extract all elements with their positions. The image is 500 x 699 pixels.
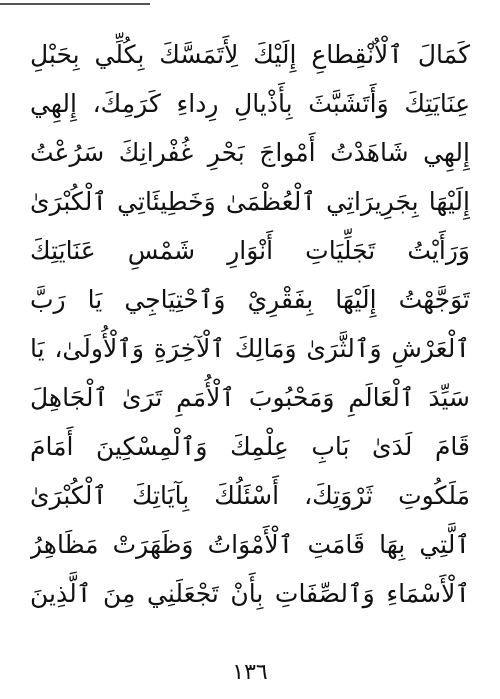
text-line-1: كَمَالَ ٱلْاٌنْقِطاعِ إِلَيْكَ لِأَتَمَسَّكَ بِكُلِّي بِحَبْلِ [30,40,470,69]
text-line-4: إِلَيْهَا بِجَرِيرَاتِي ٱلْعُظْمَىٰ وَخَطِيئَاتِي ٱلْكُبْرَىٰ [30,187,470,216]
text-line-7: ٱلْعَرْشِ وَٱلثَّرَىٰ وَمَالِكَ ٱلْآخِرَةِ وَٱلْأُولَىٰ، يَا [30,334,470,363]
text-line-2: عِنَايَتِكَ وَأَتَشَبَّثَ بِأَذْيالِ رِداءِ كَرَمِكَ، إِلهِي [30,89,470,118]
page-number: ١٣٦ [232,660,268,685]
text-line-6: تَوَجَّهْتُ إِلَيْهَا بِفَقْرِيْ وَٱحْتِيَاجِي يَا رَبَّ [30,285,470,314]
text-line-12: ٱلْأَسْمَاءِ وَٱلصِّفَاتِ بِأَنْ تَجْعَلَنِي مِنَ ٱلَّذِينَ [30,579,470,608]
text-line-10: مَلَكُوتِ ثَرْوَتِكَ، أَسْئَلُكَ بِآيَاتِكَ ٱلْكُبْرَىٰ [30,481,470,510]
text-line-3: إِلهِي شَاهَدْتُ أَمْواجَ بَحْرِ غُفْرانِكَ سَرُعْتُ [30,138,470,167]
text-line-8: سَيِّدَ ٱلْعَالَمِ وَمَحْبُوبَ ٱلْأُمَمِ تَرَىٰ ٱلْجَاهِلَ [30,383,470,412]
text-line-11: ٱلَّتِي بِهَا قَامَتِ ٱلْأَمْوَاتُ وَظَهَرَتْ مَظَاهِرُ [30,530,470,559]
text-line-5: وَرَأَيْتُ تَجَلِّيَاتِ أَنْوَارِ شَمْسِ عَنَايَتِكَ [30,236,470,265]
header-rule [0,3,150,5]
prayer-text-block [30,30,470,618]
text-line-9: قَامَ لَدَىٰ بَابِ عِلْمِكَ وَٱلْمِسْكِينَ أَمَامَ [30,432,470,461]
